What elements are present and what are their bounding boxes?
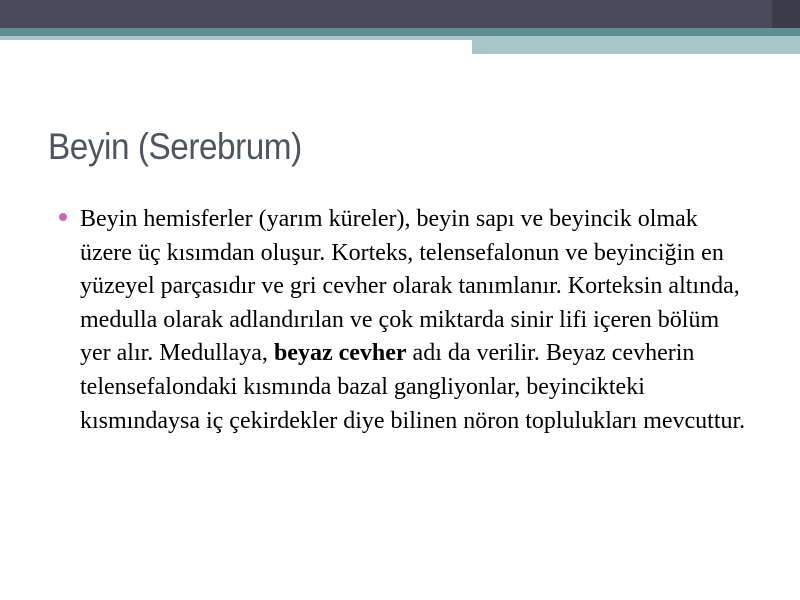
bullet-text-after: adı da verilir. Beyaz cevherin telensefalondaki kısmında bazal gangliyonlar, beyincikteki kısmındaysa iç çekirdekler diye bilinen nöron toplulukları mevcuttur. [80,340,746,434]
accent-line [0,28,800,36]
bullet-text-bold: beyaz cevher [273,340,407,367]
bullet-text [80,203,750,438]
accent-bar-left [0,36,472,40]
bullet-dot-icon [59,213,67,221]
slide-content [56,203,756,438]
header-band-corner [772,0,800,28]
bullet-text-before: Beyin hemisferler (yarım küreler), beyin sapı ve beyincik olmak üzere üç kısımdan oluşur. Korteks, telensefalonun ve beyinciğin en yüzeyel parçasıdır ve gri cevher olarak tanımlanır. Korteksin altında, medulla olarak adlandırılan ve çok miktarda sinir lifi içeren bölüm yer alır. Medullaya, [80,206,740,367]
header-band [0,0,800,28]
accent-bar-right [472,36,800,54]
bullet-item [56,203,756,438]
slide-title: Beyin (Serebrum) [48,126,302,167]
